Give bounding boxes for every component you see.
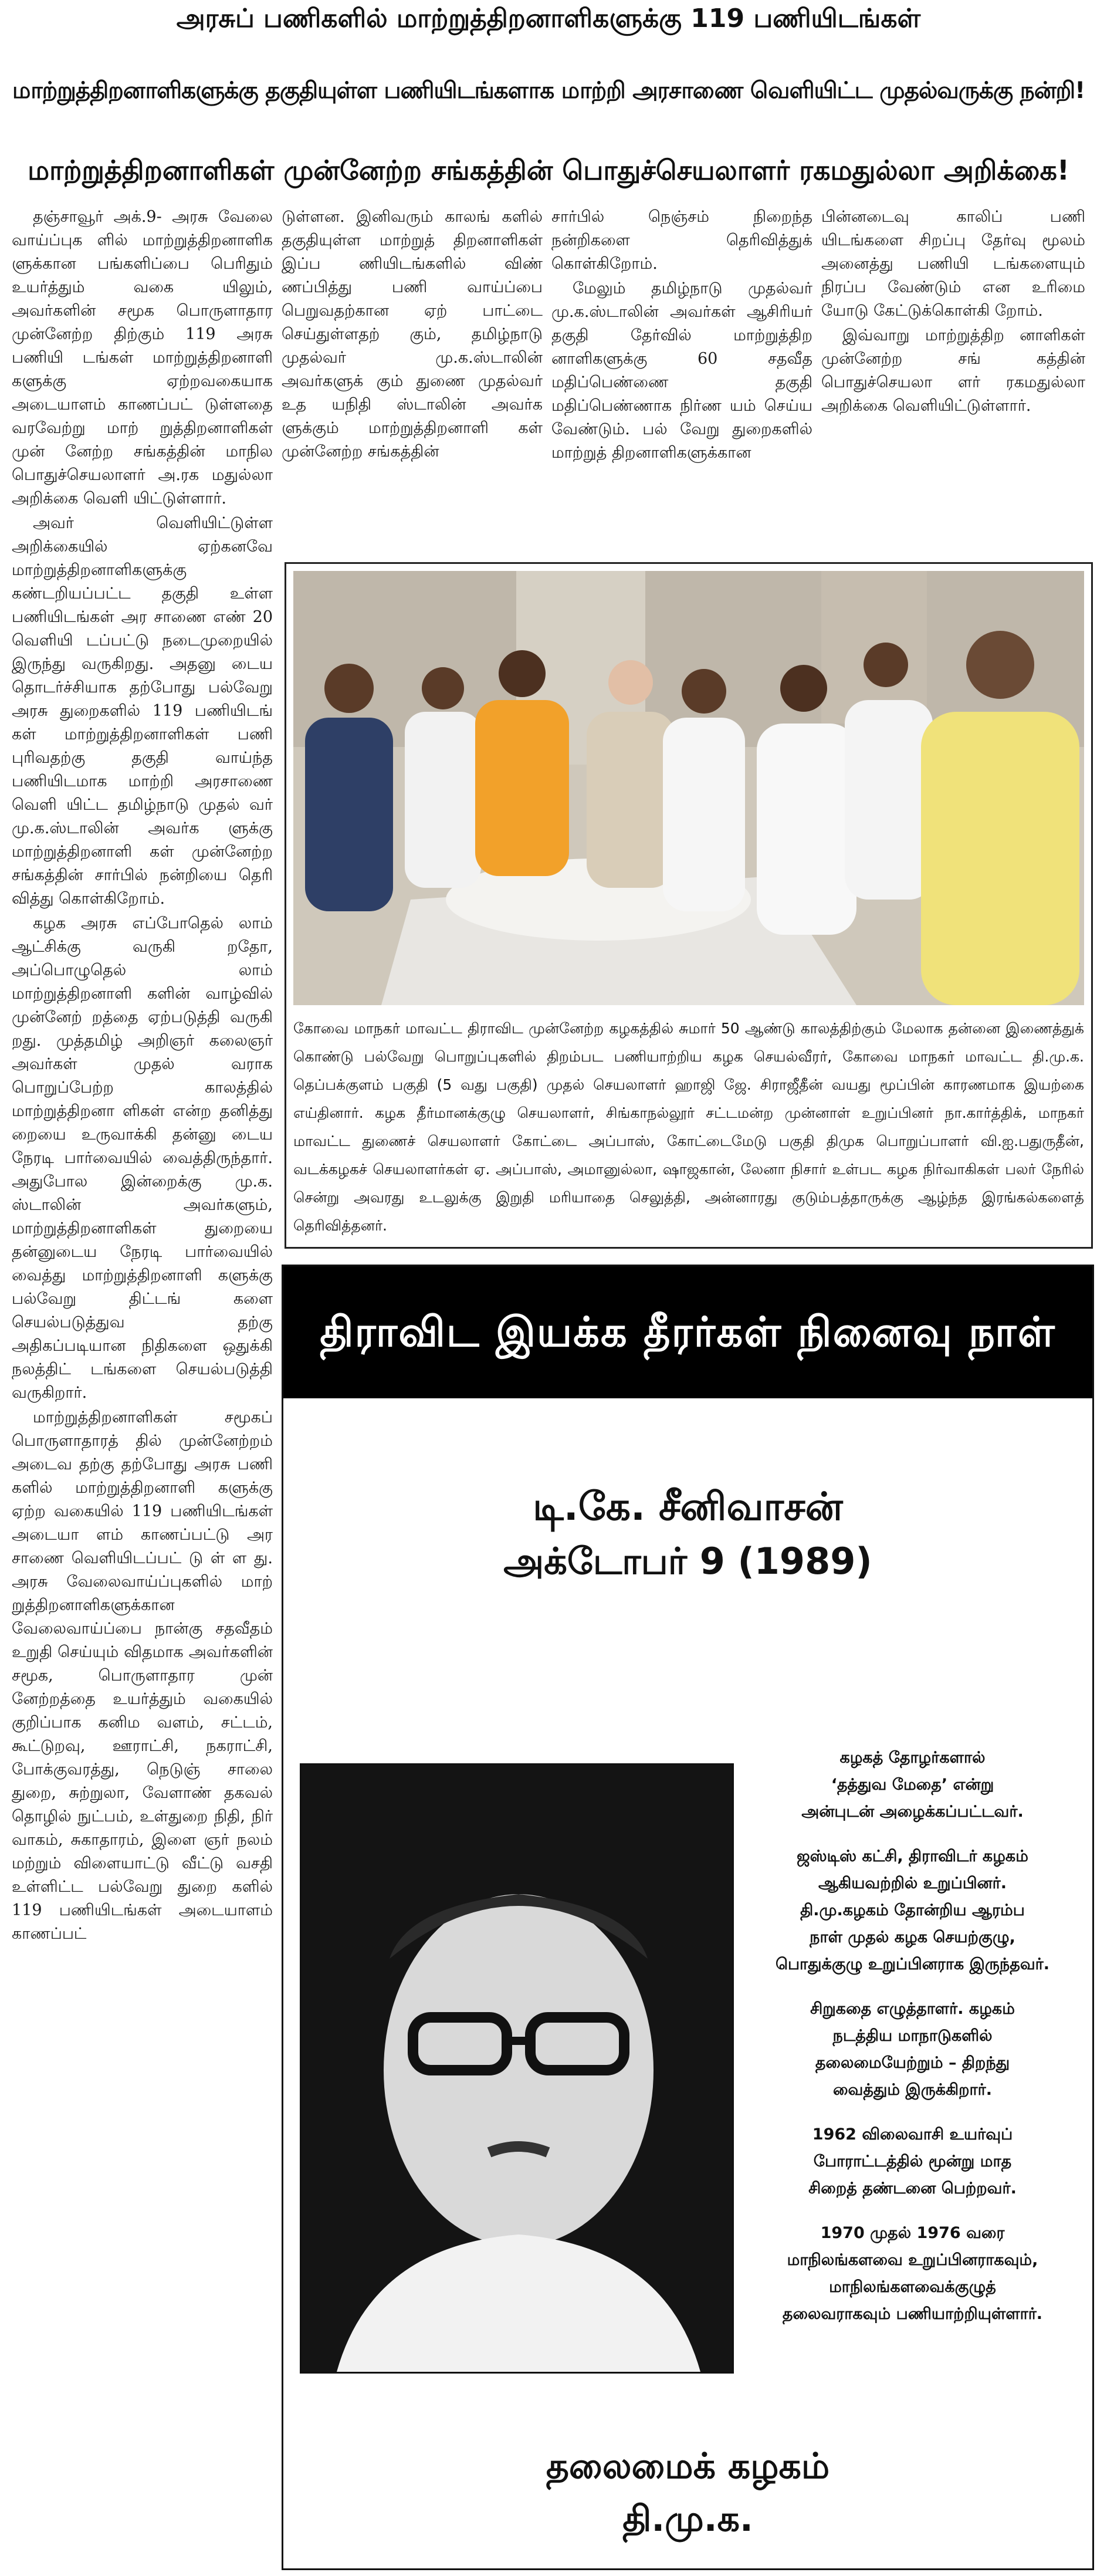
fact-line: ஜஸ்டிஸ் கட்சி, திராவிடர் கழகம் xyxy=(797,1847,1028,1865)
memorial-body xyxy=(283,1398,1092,2568)
portrait-illustration xyxy=(302,1765,732,2372)
fact-line: நடத்திய மாநாடுகளில் xyxy=(832,2027,993,2045)
fact-line: தலைமையேற்றும் – திறந்து xyxy=(815,2054,1010,2072)
article-column-1 xyxy=(12,205,273,2570)
fact-line: மாநிலங்களவை உறுப்பினராகவும், xyxy=(787,2251,1038,2269)
memorial-facts xyxy=(747,1745,1078,2390)
fact-line: தி.மு.கழகம் தோன்றிய ஆரம்ப xyxy=(800,1901,1025,1919)
article-paragraph: சார்பில் நெஞ்சம் நிறைந்த நன்றிகளை தெரிவித்துக் கொள்கிறோம். xyxy=(551,208,812,273)
condolence-photo xyxy=(293,571,1084,1005)
memorial-fact xyxy=(747,2220,1078,2328)
fact-line: தலைவராகவும் பணியாற்றியுள்ளார். xyxy=(782,2305,1043,2323)
photo-caption: கோவை மாநகர் மாவட்ட திராவிட முன்னேற்ற கழகத்தில் சுமார் 50 ஆண்டு காலத்திற்கும் மேலாக தன்னை இணைத்துக் கொண்டு பல்வேறு பொறுப்புகளில் திறம்பட பணியாற்றிய கழக செயல்வீரர், கோவை மாநகர் மாவட்ட தி.மு.க. தெப்பக்குளம் பகுதி (5 வது பகுதி) முதல் செயலாளர் ஹாஜி ஜே. சிராஜீதீன் வயது மூப்பின் காரணமாக இயற்கை எய்தினார். கழக தீர்மானக்குழு செயலாளர், சிங்காநல்லூர் சட்டமன்ற முன்னாள் உறுப்பினர் நா.கார்த்திக், மாநகர் மாவட்ட துணைச் செயலாளர் கோட்டை அப்பாஸ், கோட்டைமேடு பகுதி திமுக பொறுப்பாளர் வி.ஐ.பதுருதீன், வடக்கழகச் செயலாளர்கள் ஏ. அப்பாஸ், அமானுல்லா, ஷாஜகான், லேனா நிசார் உள்பட கழக நிர்வாகிகள் பலர் நேரில் சென்று அவரது உடலுக்கு இறுதி மரியாதை செலுத்தி, அன்னாரது குடும்பத்தாருக்கு ஆழ்ந்த இரங்கல்களைத் தெரிவித்தனர். xyxy=(293,1020,1084,1234)
article-paragraph: இவ்வாறு மாற்றுத்திற னாளிகள் முன்னேற்ற சங் கத்தின் பொதுச்செயலா ளர் ரகமதுல்லா அறிக்கை வெளியிட்டுள்ளார். xyxy=(821,326,1085,415)
memorial-banner: திராவிட இயக்க தீரர்கள் நினைவு நாள் xyxy=(283,1266,1092,1398)
fact-line: 1962 விலைவாசி உயர்வுப் xyxy=(812,2125,1013,2144)
fact-line: 1970 முதல் 1976 வரை xyxy=(820,2224,1005,2242)
article-paragraph: மேலும் தமிழ்நாடு முதல்வர் மு.க.ஸ்டாலின் அவர்கள் ஆசிரியர் தகுதி தேர்வில் மாற்றுத்திற னாளிகளுக்கு 60 சதவீத மதிப்பெண்ணை தகுதி மதிப்பெண்ணாக நிர்ண யம் செய்ய வேண்டும். பல் வேறு துறைகளில் மாற்றுத் திறனாளிகளுக்கான xyxy=(551,279,812,462)
memorial-fact xyxy=(747,1843,1078,1978)
article-paragraph: கழக அரசு எப்போதெல் லாம் ஆட்சிக்கு வருகி றதோ, அப்பொழுதெல் லாம் மாற்றுத்திறனாளி களின் வாழ்வில் முன்னேற் றத்தை ஏற்படுத்தி வருகி றது. முத்தமிழ் அறிஞர் கலைஞர் அவர்கள் முதல் வராக பொறுப்பேற்ற காலத்தில் மாற்றுத்திறனா ளிகள் என்ற தனித்து றையை உருவாக்கி தன்னு டைய நேரடி பார்வையில் வைத்திருந்தார். அதுபோல இன்றைக்கு மு.க. ஸ்டாலின் அவர்களும், மாற்றுத்திறனாளிகள் துறையை தன்னுடைய நேரடி பார்வையில் வைத்து மாற்றுத்திறனாளி களுக்கு பல்வேறு திட்டங் களை செயல்படுத்துவ தற்கு அதிகப்படியான நிதிகளை ஒதுக்கி நலத்திட் டங்களை செயல்படுத்தி வருகிறார். xyxy=(12,914,273,1402)
fact-line: வைத்தும் இருக்கிறார். xyxy=(832,2081,993,2099)
memorial-date: அக்டோபர் 9 (1989) xyxy=(503,1540,872,1583)
fact-line: ‘தத்துவ மேதை’ என்று xyxy=(831,1776,994,1794)
memorial-advertisement xyxy=(282,1265,1094,2570)
memorial-footer-org: தலைமைக் கழகம் xyxy=(546,2446,830,2487)
article-column-4 xyxy=(821,205,1085,557)
fact-line: கழகத் தோழர்களால் xyxy=(839,1749,986,1767)
photo-illustration xyxy=(293,571,1084,1005)
fact-line: சிறைத் தண்டனை பெற்றவர். xyxy=(808,2179,1017,2198)
main-headline: மாற்றுத்திறனாளிகளுக்கு தகுதியுள்ள பணியிடங்களாக மாற்றி அரசாணை வெளியிட்ட முதல்வருக்கு நன்றி! xyxy=(12,77,1085,104)
sub-headline: மாற்றுத்திறனாளிகள் முன்னேற்ற சங்கத்தின் பொதுச்செயலாளர் ரகமதுல்லா அறிக்கை! xyxy=(28,154,1069,186)
article-column-3 xyxy=(551,205,812,557)
memorial-fact xyxy=(747,1745,1078,1825)
article-paragraph: தஞ்சாவூர் அக்.9- அரசு வேலை வாய்ப்புக ளில் மாற்றுத்திறனாளிக ளுக்கான பங்களிப்பை பெரிதும் உயர்த்தும் வகை யிலும், அவர்களின் சமூக பொருளாதார முன்னேற்ற திற்கும் 119 அரசு பணியி டங்கள் மாற்றுத்திறனாளி களுக்கு ஏற்றவகையாக அடையாளம் காணப்பட் டுள்ளதை வரவேற்று மாற் றுத்திறனாளிகள் முன் னேற்ற சங்கத்தின் மாநில பொதுச்செயலாளர் அ.ரக மதுல்லா அறிக்கை வெளி யிட்டுள்ளார். xyxy=(12,208,273,508)
fact-line: போராட்டத்தில் மூன்று மாத xyxy=(813,2152,1012,2171)
article-paragraph: பின்னடைவு காலிப் பணி யிடங்களை சிறப்பு தேர்வு மூலம் அனைத்து பணியி டங்களையும் நிரப்ப வேண்டும் என உரிமை யோடு கேட்டுக்கொள்கி றோம். xyxy=(821,208,1085,320)
news-photo-box xyxy=(285,562,1093,1249)
article-paragraph: அவர் வெளியிட்டுள்ள அறிக்கையில் ஏற்கனவே மாற்றுத்திறனாளிகளுக்கு கண்டறியப்பட்ட தகுதி உள்ள பணியிடங்கள் அர சாணை எண் 20 வெளியி டப்பட்டு நடைமுறையில் இருந்து வருகிறது. அதனு டைய தொடர்ச்சியாக தற்போது பல்வேறு அரசு துறைகளில் 119 பணியிடங் கள் மாற்றுத்திறனாளிகள் பணி புரிவதற்கு தகுதி வாய்ந்த பணியிடமாக மாற்றி அரசாணை வெளி யிட்ட தமிழ்நாடு முதல் வர் மு.க.ஸ்டாலின் அவர்க ளுக்கு மாற்றுத்திறனாளி கள் முன்னேற்ற சங்கத்தின் சார்பில் நன்றியை தெரி வித்து கொள்கிறோம். xyxy=(12,514,273,908)
fact-line: மாநிலங்களவைக்குழுத் xyxy=(829,2278,996,2296)
memorial-portrait xyxy=(300,1763,734,2374)
memorial-person-name: டி.கே. சீனிவாசன் xyxy=(533,1484,843,1529)
article-paragraph: மாற்றுத்திறனாளிகள் சமூகப் பொருளாதாரத் தில் முன்னேற்றம் அடைவ தற்கு தற்போது அரசு பணி களில் மாற்றுத்திறனாளி களுக்கு ஏற்ற வகையில் 119 பணியிடங்கள் அடையா ளம் காணப்பட்டு அர சாணை வெளியிடப்பட் டு ள் ள து. அரசு வேலைவாய்ப்புகளில் மாற் றுத்திறனாளிகளுக்கான வேலைவாய்ப்பை நான்கு சதவீதம் உறுதி செய்யும் விதமாக அவர்களின் சமூக, பொருளாதார முன் னேற்றத்தை உயர்த்தும் வகையில் குறிப்பாக கனிம வளம், சட்டம், கூட்டுறவு, ஊராட்சி, நகராட்சி, போக்குவரத்து, நெடுஞ் சாலை துறை, சுற்றுலா, வேளாண் தகவல் தொழில் நுட்பம், உள்துறை நிதி, நிர் வாகம், சுகாதாரம், இளை ஞர் நலம் மற்றும் விளையாட்டு வீட்டு வசதி உள்ளிட்ட பல்வேறு துறை களில் 119 பணியிடங்கள் அடையாளம் காணப்பட் xyxy=(12,1408,273,1943)
fact-line: ஆகியவற்றில் உறுப்பினர். xyxy=(818,1874,1007,1892)
fact-line: அன்புடன் அழைக்கப்பட்டவர். xyxy=(801,1803,1024,1821)
memorial-footer-party: தி.மு.க. xyxy=(622,2499,753,2540)
memorial-fact xyxy=(747,2121,1078,2202)
memorial-fact xyxy=(747,1996,1078,2104)
fact-line: நாள் முதல் கழக செயற்குழு, xyxy=(810,1928,1015,1946)
fact-line: பொதுக்குழு உறுப்பினராக இருந்தவர். xyxy=(775,1955,1050,1973)
kicker-headline: அரசுப் பணிகளில் மாற்றுத்திறனாளிகளுக்கு 119 பணியிடங்கள் xyxy=(176,4,921,33)
article-paragraph: டுள்ளன. இனிவரும் காலங் களில் தகுதியுள்ள மாற்றுத் திறனாளிகள் இப்ப ணியிடங்களில் விண் ணப்பித்து பணி வாய்ப்பை பெறுவதற்கான ஏற் பாட்டை செய்துள்ளதற் கும், தமிழ்நாடு முதல்வர் மு.க.ஸ்டாலின் அவர்களுக் கும் துணை முதல்வர் உத யநிதி ஸ்டாலின் அவர்க ளுக்கும் மாற்றுத்திறனாளி கள் முன்னேற்ற சங்கத்தின் xyxy=(282,208,543,461)
fact-line: சிறுகதை எழுத்தாளர். கழகம் xyxy=(810,2000,1015,2018)
article-column-2 xyxy=(282,205,543,557)
